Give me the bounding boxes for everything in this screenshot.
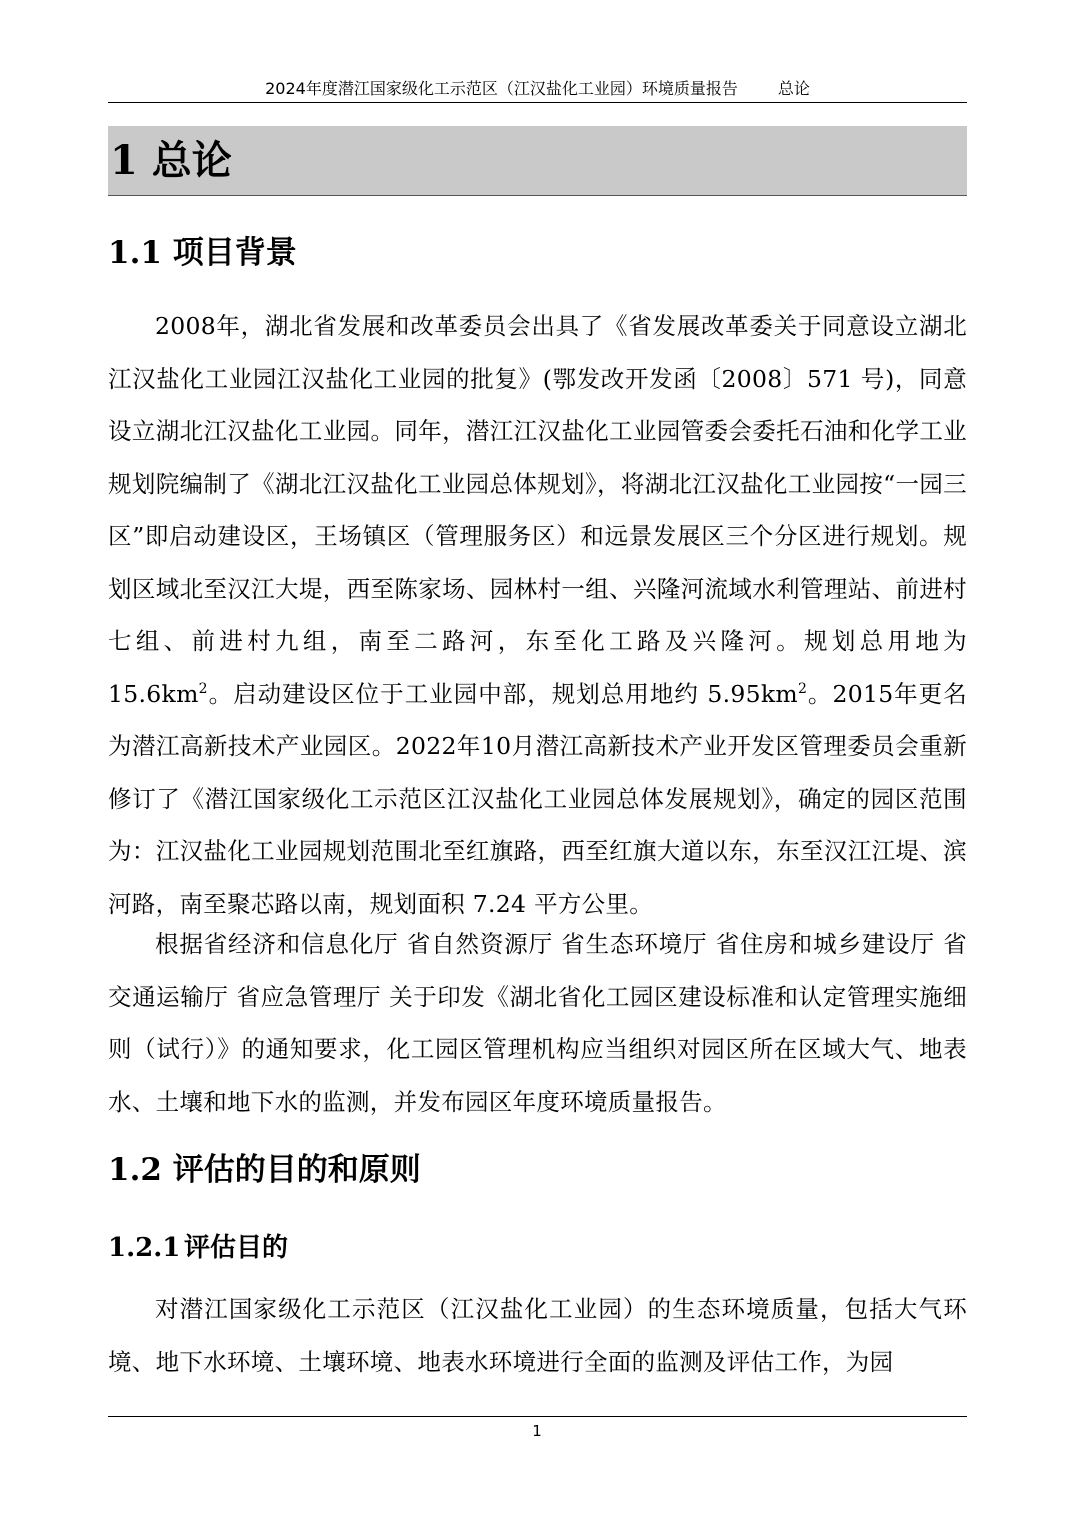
section-heading-1-2: 1.2 评估的目的和原则: [108, 1152, 421, 1188]
paragraph-text-b: 。启动建设区位于工业园中部，规划总用地约 5.95km: [207, 679, 798, 708]
paragraph-purpose: 对潜江国家级化工示范区（江汉盐化工业园）的生态环境质量，包括大气环境、地下水环境、土壤环境、地表水环境进行全面的监测及评估工作，为园: [108, 1295, 967, 1376]
subsection-number: 1.2.1: [108, 1233, 181, 1263]
paragraph-requirements: 根据省经济和信息化厅 省自然资源厅 省生态环境厅 省住房和城乡建设厅 省交通运输厅 省应急管理厅 关于印发《湖北省化工园区建设标准和认定管理实施细则（试行）》的通知要求，化工园区管理机构应当组织对园区所在区域大气、地表水、土壤和地下水的监测，并发布园区年度环境质量报告。: [108, 930, 967, 1116]
page-header: [108, 76, 967, 103]
subsection-title: 评估目的: [184, 1233, 289, 1263]
superscript: 2: [198, 680, 208, 697]
subsection-heading-1-2-1: [108, 1230, 288, 1266]
header-title: 2024年度潜江国家级化工示范区（江汉盐化工业园）环境质量报告: [265, 79, 738, 98]
paragraph-text-c: 。2015年更名为潜江高新技术产业园区。2022年10月潜江高新技术产业开发区管理委员会重新修订了《潜江国家级化工示范区江汉盐化工业园总体发展规划》，确定的园区范围为：江汉盐化工业园规划范围北至红旗路，西至红旗大道以东，东至汉江江堤、滨河路，南至聚芯路以南，规划面积 7.24 平方公里。: [108, 679, 967, 918]
paragraph-background: [108, 300, 967, 930]
header-section: 总论: [777, 79, 810, 98]
footer-divider: [108, 1416, 967, 1417]
chapter-title: 1 总论: [108, 126, 967, 196]
section-heading-1-1: 1.1 项目背景: [108, 235, 297, 271]
superscript: 2: [798, 680, 808, 697]
paragraph-text-a: 2008年，湖北省发展和改革委员会出具了《省发展改革委关于同意设立湖北江汉盐化工业园江汉盐化工业园的批复》(鄂发改开发函〔2008〕571 号)，同意设立湖北江汉盐化工业园。同年，潜江江汉盐化工业园管委会委托石油和化学工业规划院编制了《湖北江汉盐化工业园总体规划》，将湖北江汉盐化工业园按“一园三区”即启动建设区，王场镇区（管理服务区）和远景发展区三个分区进行规划。规划区域北至汉江大堤，西至陈家场、园林村一组、兴隆河流域水利管理站、前进村七组、前进村九组，南至二路河，东至化工路及兴隆河。规划总用地为 15.6km: [108, 312, 967, 708]
page-number: 1: [532, 1422, 542, 1440]
